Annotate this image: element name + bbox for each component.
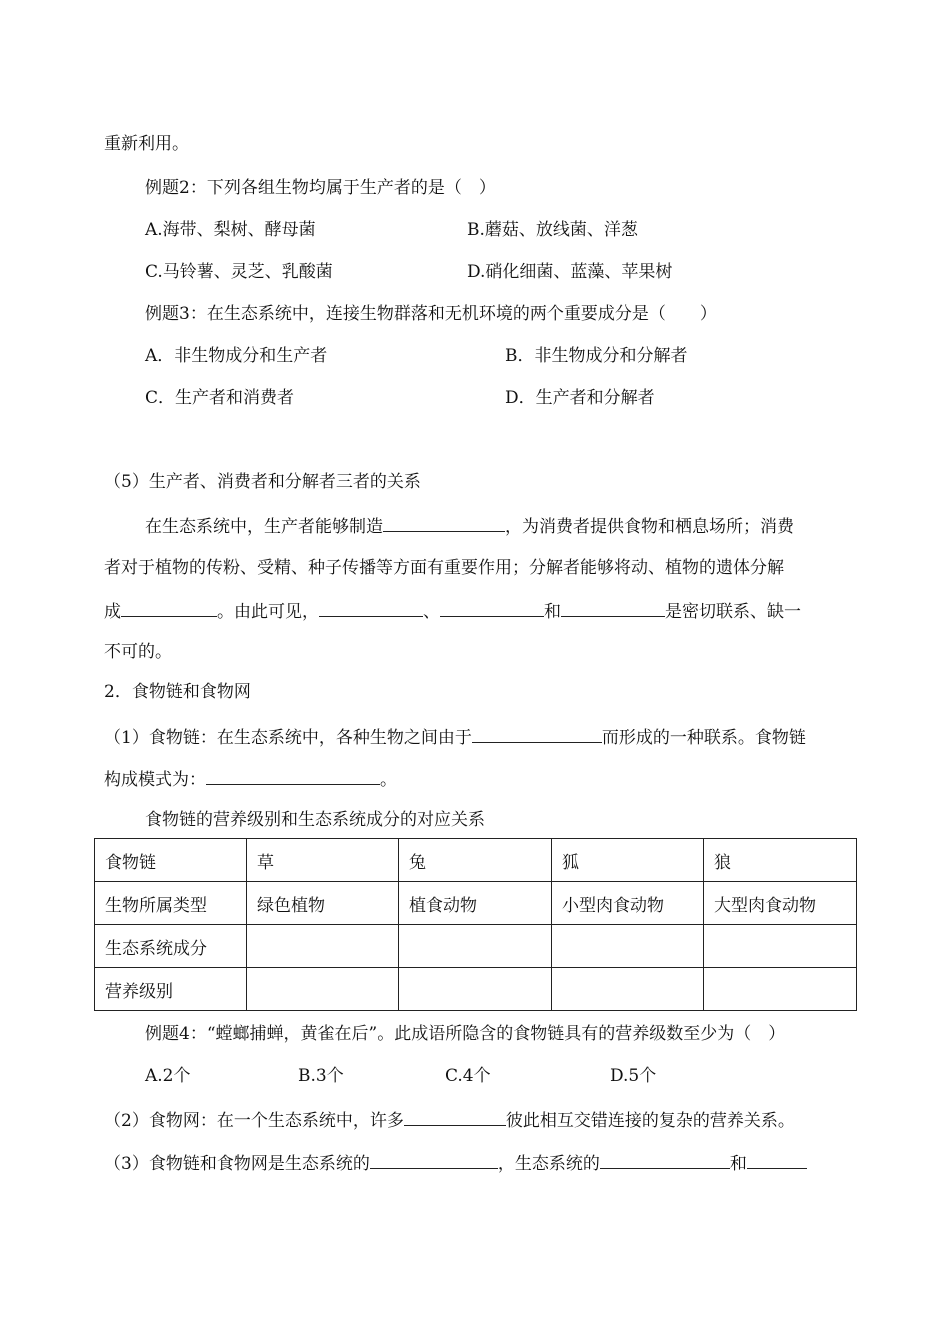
section-2-heading: 2．食物链和食物网: [104, 682, 251, 702]
section-5-paragraph-line-4: 不可的。: [104, 642, 172, 662]
text: 。: [380, 770, 397, 790]
example-2-option-c: C.马铃薯、灵芝、乳酸菌: [145, 262, 333, 282]
text: 构成模式为：: [104, 770, 206, 790]
section-5-heading: （5）生产者、消费者和分解者三者的关系: [104, 472, 421, 492]
fill-blank[interactable]: [561, 598, 665, 617]
table-cell-blank[interactable]: [704, 925, 857, 968]
table-cell: 草: [247, 839, 399, 882]
table-cell: 大型肉食动物: [704, 882, 857, 925]
table-row: [95, 839, 857, 882]
example-3-option-d: D．生产者和分解者: [505, 388, 655, 408]
table-cell: 食物链: [95, 839, 247, 882]
text: 。由此可见，: [217, 602, 319, 622]
fill-blank[interactable]: [121, 598, 217, 617]
table-cell: 绿色植物: [247, 882, 399, 925]
text-line-1: 重新利用。: [104, 134, 189, 154]
table-row: [95, 925, 857, 968]
example-2-option-a: A.海带、梨树、酵母菌: [145, 220, 316, 240]
fill-blank[interactable]: [747, 1150, 807, 1169]
example-4-option-a: A.2个: [145, 1066, 191, 1086]
food-chain-web-role: [104, 1150, 807, 1176]
text: ，为消费者提供食物和栖息场所；消费: [505, 517, 794, 537]
example-4-question: 例题4：“螳螂捕蝉，黄雀在后”。此成语所隐含的食物链具有的营养级数至少为（ ）: [145, 1024, 786, 1044]
table-row: [95, 968, 857, 1011]
example-4-option-d: D.5个: [610, 1066, 657, 1086]
table-cell: 狐: [552, 839, 704, 882]
table-cell-blank[interactable]: [552, 968, 704, 1011]
table-cell: 生物所属类型: [95, 882, 247, 925]
table-cell-blank[interactable]: [247, 968, 399, 1011]
section-5-paragraph-line-3: [104, 598, 801, 624]
text: （2）食物网：在一个生态系统中，许多: [104, 1111, 404, 1131]
table-cell: 营养级别: [95, 968, 247, 1011]
table-cell: 植食动物: [399, 882, 552, 925]
table-row: [95, 882, 857, 925]
table-cell: 兔: [399, 839, 552, 882]
text: 彼此相互交错连接的复杂的营养关系。: [505, 1111, 795, 1131]
example-2-option-d: D.硝化细菌、蓝藻、苹果树: [467, 262, 673, 282]
food-chain-definition-line-1: [104, 724, 806, 750]
table-cell: 生态系统成分: [95, 925, 247, 968]
example-3-option-a: A．非生物成分和生产者: [145, 346, 328, 366]
example-3-option-b: B．非生物成分和分解者: [505, 346, 688, 366]
table-cell-blank[interactable]: [399, 968, 552, 1011]
example-2-option-b: B.蘑菇、放线菌、洋葱: [467, 220, 638, 240]
text: 而形成的一种联系。食物链: [601, 728, 806, 748]
text: 和: [544, 602, 561, 622]
table-cell: 狼: [704, 839, 857, 882]
table-cell-blank[interactable]: [704, 968, 857, 1011]
food-chain-definition-line-2: [104, 766, 397, 792]
fill-blank[interactable]: [472, 724, 602, 743]
text: （1）食物链：在生态系统中，各种生物之间由于: [104, 728, 472, 748]
food-web-definition: [104, 1107, 795, 1133]
text: （3）食物链和食物网是生态系统的: [104, 1154, 370, 1174]
table-cell-blank[interactable]: [247, 925, 399, 968]
example-2-question: 例题2：下列各组生物均属于生产者的是（ ）: [145, 178, 496, 198]
example-4-option-b: B.3个: [298, 1066, 344, 1086]
text: 和: [729, 1154, 747, 1174]
fill-blank[interactable]: [206, 766, 380, 785]
fill-blank[interactable]: [370, 1150, 498, 1169]
table-cell-blank[interactable]: [552, 925, 704, 968]
example-4-option-c: C.4个: [445, 1066, 491, 1086]
fill-blank[interactable]: [319, 598, 423, 617]
text: 成: [104, 602, 121, 622]
fill-blank[interactable]: [600, 1150, 730, 1169]
example-3-option-c: C．生产者和消费者: [145, 388, 295, 408]
section-5-paragraph-line-2: 者对于植物的传粉、受精、种子传播等方面有重要作用；分解者能够将动、植物的遗体分解: [104, 558, 784, 578]
text: 在生态系统中，生产者能够制造: [145, 517, 383, 537]
example-3-question: 例题3：在生态系统中，连接生物群落和无机环境的两个重要成分是（ ）: [145, 304, 717, 324]
table-cell-blank[interactable]: [399, 925, 552, 968]
trophic-level-table: [94, 838, 857, 1011]
text: 、: [423, 602, 440, 622]
text: ，生态系统的: [497, 1154, 600, 1174]
fill-blank[interactable]: [404, 1107, 506, 1126]
text: 是密切联系、缺一: [665, 602, 801, 622]
fill-blank[interactable]: [383, 513, 505, 532]
section-5-paragraph-line-1: [145, 513, 794, 539]
table-cell: 小型肉食动物: [552, 882, 704, 925]
table-title: 食物链的营养级别和生态系统成分的对应关系: [145, 810, 485, 830]
fill-blank[interactable]: [440, 598, 544, 617]
